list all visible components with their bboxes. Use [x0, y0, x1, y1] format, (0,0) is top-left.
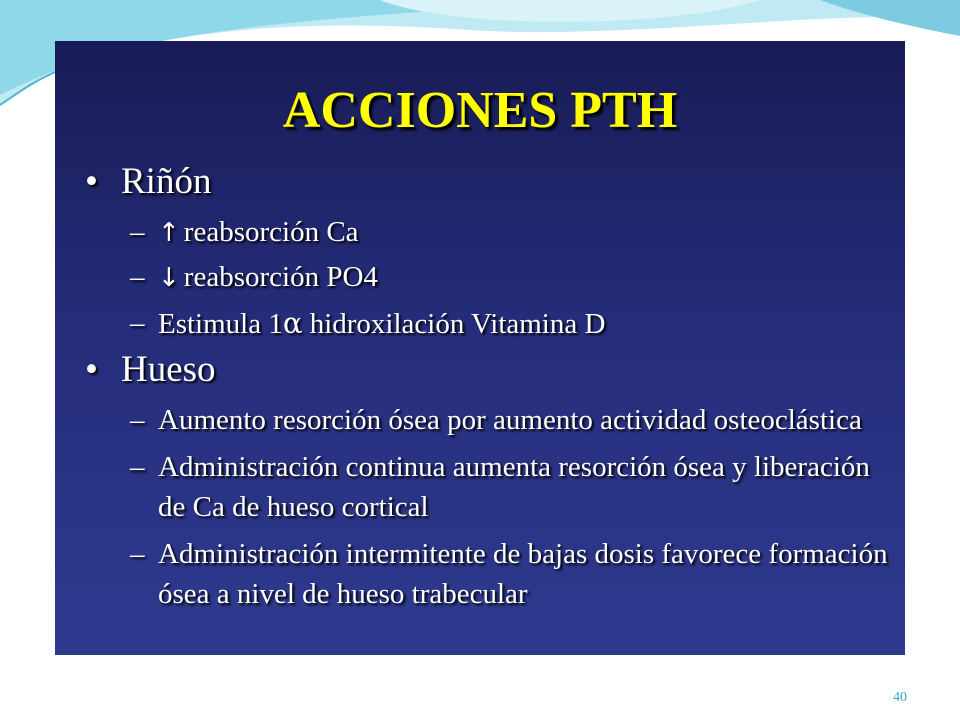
slide-content-panel: [55, 41, 905, 655]
slide-body: [83, 161, 898, 621]
dash-icon: –: [130, 215, 145, 248]
dash-icon: –: [130, 450, 145, 483]
sub-bullet-vitamina-d: [83, 303, 898, 345]
section-heading-rinon: Riñón: [121, 161, 212, 202]
bullet-rinon: [83, 161, 898, 204]
sub-bullet-resorcion-osteoclastica: [83, 400, 898, 440]
sub-bullet-reabsorcion-ca: [83, 212, 898, 253]
dash-icon: –: [130, 261, 145, 294]
dash-icon: –: [130, 306, 145, 339]
slide-title: ACCIONES PTH: [282, 82, 678, 139]
section-heading-hueso: Hueso: [121, 349, 216, 391]
down-arrow-icon: ↓: [158, 263, 180, 294]
dash-icon: –: [130, 537, 145, 570]
sub-bullet-reabsorcion-po4: [83, 257, 898, 298]
bullet-dot-icon: •: [85, 349, 98, 391]
up-arrow-icon: ↑: [158, 217, 180, 248]
item-text: Administración continua aumenta resorción ósea y liberación de Ca de hueso cortical: [158, 450, 870, 523]
item-text: Aumento resorción ósea por aumento actividad osteoclástica: [158, 403, 862, 436]
item-text: reabsorción PO4: [183, 261, 378, 294]
sub-bullet-administracion-intermitente: [83, 534, 898, 614]
item-text-before: Estimula 1: [158, 307, 283, 340]
sub-bullet-administracion-continua: [83, 447, 898, 527]
bullet-dot-icon: •: [85, 161, 98, 202]
item-text: Administración intermitente de bajas dosis favorece formación ósea a nivel de hueso trabecular: [158, 537, 888, 610]
item-text-after: hidroxilación Vitamina D: [302, 307, 606, 340]
page-number: 40: [893, 690, 907, 705]
bullet-hueso: [83, 349, 898, 392]
item-text: reabsorción Ca: [183, 215, 359, 248]
alpha-symbol: α: [282, 305, 303, 340]
dash-icon: –: [130, 403, 145, 436]
